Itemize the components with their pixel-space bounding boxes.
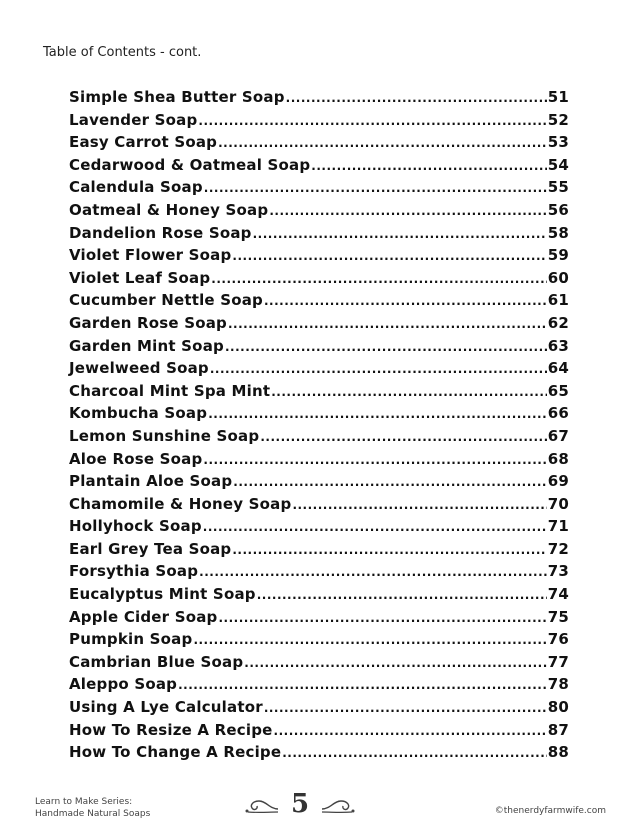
toc-entry[interactable] (69, 178, 569, 201)
toc-entry-title: Hollyhock Soap (69, 517, 202, 536)
toc-entry-page: 60 (547, 268, 569, 287)
toc-entry-page: 73 (547, 562, 569, 581)
table-of-contents (69, 88, 569, 766)
toc-dot-leader (228, 314, 547, 332)
toc-entry-title: Jewelweed Soap (69, 359, 209, 378)
toc-entry-title: Chamomile & Honey Soap (69, 494, 292, 513)
toc-entry[interactable] (69, 450, 569, 473)
toc-entry-page: 76 (547, 630, 569, 649)
toc-dot-leader (232, 246, 546, 264)
toc-entry-page: 74 (547, 585, 569, 604)
toc-entry-title: Eucalyptus Mint Soap (69, 585, 256, 604)
toc-entry-title: Aloe Rose Soap (69, 449, 203, 468)
toc-dot-leader (253, 224, 547, 242)
toc-entry-title: Violet Leaf Soap (69, 268, 211, 287)
toc-entry-title: Lemon Sunshine Soap (69, 426, 260, 445)
toc-dot-leader (225, 337, 547, 355)
toc-entry-page: 68 (547, 449, 569, 468)
toc-entry[interactable] (69, 111, 569, 134)
toc-entry-page: 53 (547, 133, 569, 152)
footer-website: ©thenerdyfarmwife.com (494, 806, 606, 816)
toc-entry-page: 78 (547, 675, 569, 694)
toc-entry[interactable] (69, 382, 569, 405)
toc-entry[interactable] (69, 404, 569, 427)
toc-dot-leader (264, 291, 547, 309)
toc-entry-page: 71 (547, 517, 569, 536)
toc-entry[interactable] (69, 743, 569, 766)
toc-entry-title: Pumpkin Soap (69, 630, 193, 649)
toc-entry-title: Simple Shea Butter Soap (69, 88, 285, 106)
toc-entry-title: Garden Mint Soap (69, 336, 224, 355)
toc-entry-page: 51 (547, 88, 569, 106)
toc-entry-title: Apple Cider Soap (69, 607, 218, 626)
toc-entry-title: How To Change A Recipe (69, 743, 282, 762)
toc-entry-title: Using A Lye Calculator (69, 698, 263, 717)
toc-entry[interactable] (69, 314, 569, 337)
toc-dot-leader (211, 269, 546, 287)
toc-dot-leader (292, 495, 546, 513)
toc-entry-title: Earl Grey Tea Soap (69, 539, 232, 558)
footer-series-line-2: Handmade Natural Soaps (35, 809, 151, 819)
toc-entry[interactable] (69, 495, 569, 518)
toc-entry-page: 88 (547, 743, 569, 762)
toc-entry[interactable] (69, 291, 569, 314)
page-header: Table of Contents - cont. (43, 45, 202, 60)
toc-entry-title: Oatmeal & Honey Soap (69, 200, 269, 219)
toc-entry[interactable] (69, 675, 569, 698)
toc-entry-title: Lavender Soap (69, 110, 198, 129)
toc-entry-page: 61 (547, 291, 569, 310)
left-flourish-icon (244, 793, 280, 815)
toc-entry[interactable] (69, 224, 569, 247)
toc-dot-leader (286, 88, 547, 106)
toc-entry-page: 66 (547, 404, 569, 423)
toc-dot-leader (178, 675, 547, 693)
toc-dot-leader (210, 359, 547, 377)
toc-dot-leader (233, 472, 546, 490)
toc-entry-title: Forsythia Soap (69, 562, 199, 581)
toc-entry-title: Kombucha Soap (69, 404, 208, 423)
toc-entry[interactable] (69, 653, 569, 676)
toc-entry-page: 75 (547, 607, 569, 626)
toc-entry-page: 69 (547, 472, 569, 491)
toc-entry-page: 70 (547, 494, 569, 513)
toc-entry[interactable] (69, 562, 569, 585)
toc-entry-page: 72 (547, 539, 569, 558)
toc-dot-leader (203, 450, 546, 468)
toc-dot-leader (218, 608, 546, 626)
toc-entry[interactable] (69, 608, 569, 631)
toc-entry-title: Garden Rose Soap (69, 313, 227, 332)
toc-dot-leader (282, 743, 546, 761)
toc-dot-leader (208, 404, 547, 422)
toc-entry-page: 64 (547, 359, 569, 378)
footer-series (35, 796, 150, 820)
toc-entry-page: 54 (547, 155, 569, 174)
toc-entry[interactable] (69, 630, 569, 653)
toc-entry-page: 52 (547, 110, 569, 129)
toc-entry-title: Aleppo Soap (69, 675, 178, 694)
toc-dot-leader (269, 201, 546, 219)
page-number: 5 (290, 789, 310, 819)
toc-entry-page: 56 (547, 200, 569, 219)
toc-dot-leader (257, 585, 547, 603)
toc-entry-title: Cedarwood & Oatmeal Soap (69, 155, 311, 174)
toc-entry[interactable] (69, 133, 569, 156)
toc-entry-title: How To Resize A Recipe (69, 720, 273, 739)
toc-dot-leader (218, 133, 547, 151)
toc-entry-page: 65 (547, 381, 569, 400)
toc-entry-page: 77 (547, 652, 569, 671)
toc-entry[interactable] (69, 540, 569, 563)
toc-entry[interactable] (69, 359, 569, 382)
toc-entry[interactable] (69, 517, 569, 540)
toc-entry-page: 59 (547, 246, 569, 265)
toc-dot-leader (311, 156, 546, 174)
toc-entry[interactable] (69, 201, 569, 224)
toc-entry[interactable] (69, 721, 569, 744)
toc-entry-title: Easy Carrot Soap (69, 133, 218, 152)
toc-entry-title: Dandelion Rose Soap (69, 223, 252, 242)
right-flourish-icon (320, 793, 356, 815)
toc-dot-leader (244, 653, 546, 671)
footer-series-line-1: Learn to Make Series: (35, 797, 133, 807)
toc-entry[interactable] (69, 88, 569, 111)
toc-entry-title: Cambrian Blue Soap (69, 652, 244, 671)
toc-dot-leader (193, 630, 546, 648)
toc-entry-title: Charcoal Mint Spa Mint (69, 381, 271, 400)
toc-entry-page: 58 (547, 223, 569, 242)
toc-entry-page: 55 (547, 178, 569, 197)
toc-entry[interactable] (69, 472, 569, 495)
toc-dot-leader (271, 382, 546, 400)
toc-dot-leader (204, 178, 547, 196)
toc-entry-title: Plantain Aloe Soap (69, 472, 233, 491)
toc-entry[interactable] (69, 337, 569, 360)
toc-dot-leader (199, 562, 547, 580)
toc-dot-leader (232, 540, 546, 558)
toc-entry-title: Cucumber Nettle Soap (69, 291, 263, 310)
toc-dot-leader (198, 111, 546, 129)
toc-entry[interactable] (69, 269, 569, 292)
toc-entry-page: 62 (547, 313, 569, 332)
toc-entry[interactable] (69, 156, 569, 179)
toc-dot-leader (274, 721, 547, 739)
toc-dot-leader (264, 698, 547, 716)
toc-entry-title: Violet Flower Soap (69, 246, 232, 265)
toc-dot-leader (260, 427, 546, 445)
toc-entry-page: 67 (547, 426, 569, 445)
toc-entry-page: 87 (547, 720, 569, 739)
footer-page-ornament (244, 789, 356, 819)
toc-entry[interactable] (69, 698, 569, 721)
toc-dot-leader (203, 517, 547, 535)
toc-entry[interactable] (69, 427, 569, 450)
toc-entry-title: Calendula Soap (69, 178, 203, 197)
toc-entry-page: 63 (547, 336, 569, 355)
toc-entry-page: 80 (547, 698, 569, 717)
toc-entry[interactable] (69, 246, 569, 269)
toc-entry[interactable] (69, 585, 569, 608)
